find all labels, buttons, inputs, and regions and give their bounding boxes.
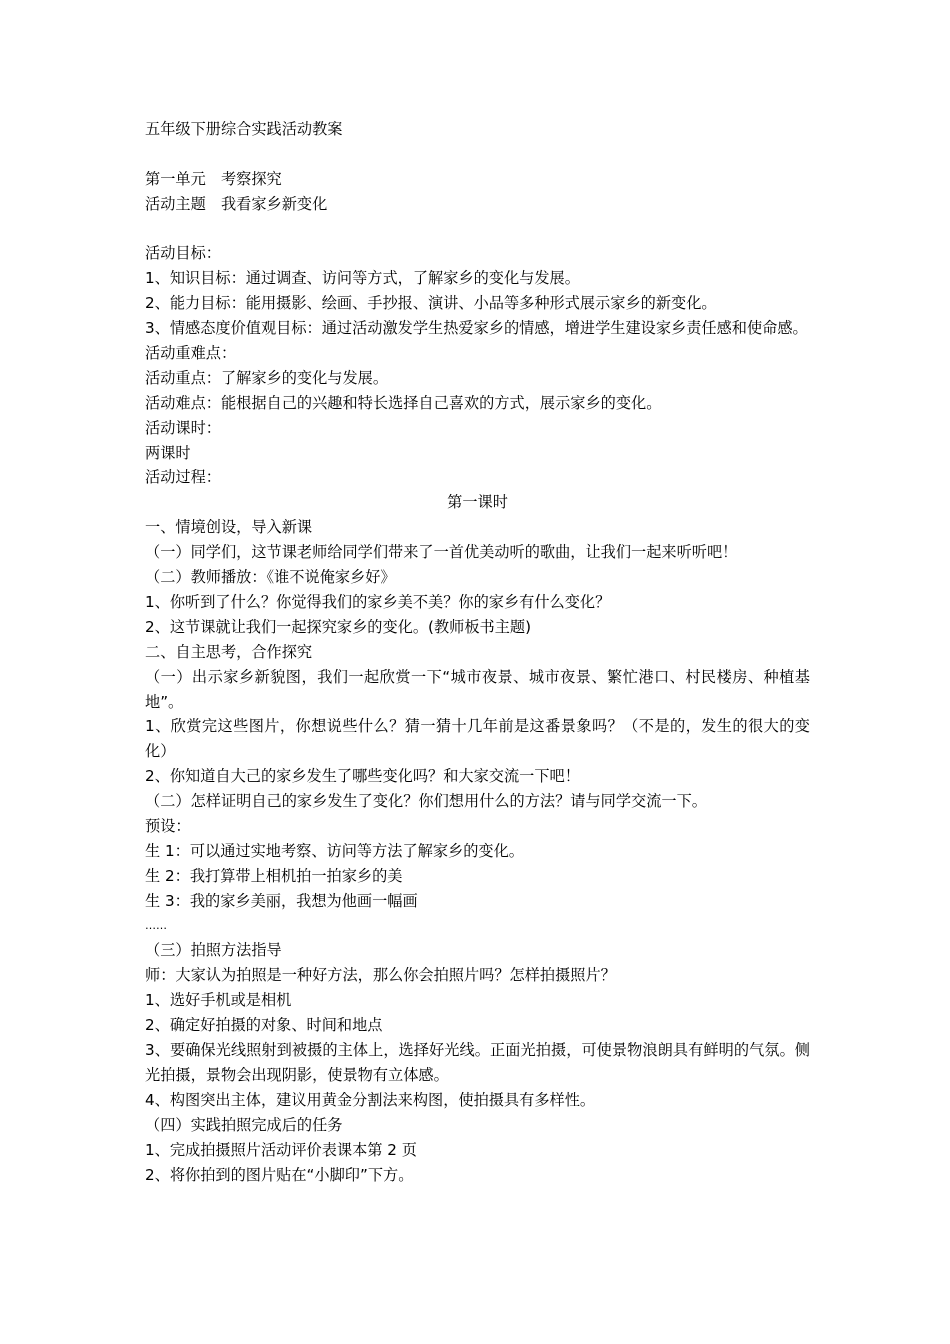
ellipsis: …… [145,918,167,932]
photo-tip: 1、选好手机或是相机 [145,991,292,1010]
goal-attitude: 3、情感态度价值观目标：通过活动激发学生热爱家乡的情感，增进学生建设家乡责任感和使命感。 [145,319,808,338]
task-item: 1、完成拍摄照片活动评价表课本第 2 页 [145,1140,417,1159]
lesson-title: 第一课时 [447,493,508,512]
photo-tip: 4、构图突出主体，建议用黄金分割法来构图，使拍摄具有多样性。 [145,1090,596,1109]
photo-tip: 2、确定好拍摄的对象、时间和地点 [145,1016,383,1035]
goals-heading: 活动目标： [145,244,221,263]
difficult-point: 活动难点：能根据自己的兴趣和特长选择自己喜欢的方式，展示家乡的变化。 [145,393,662,412]
process-heading: 活动过程： [145,468,221,487]
student-answer: 生 2：我打算带上相机拍一拍家乡的美 [145,866,403,885]
activity-theme: 活动主题 我看家乡新变化 [145,194,328,213]
spacer [145,217,810,242]
section-2-paragraph: （一）出示家乡新貌图，我们一起欣赏一下“城市夜景、城市夜景、繁忙港口、村民楼房、种植基地”。 [145,667,810,711]
hours-heading: 活动课时： [145,418,221,437]
photo-tip: 3、要确保光线照射到被摄的主体上，选择好光线。正面光拍摄，可使景物浪朗具有鲜明的气氛。侧光拍摄，景物会出现阴影，使景物有立体感。 [145,1041,810,1084]
student-answer: 生 1：可以通过实地考察、访问等方法了解家乡的变化。 [145,841,524,860]
section-1-paragraph: （二）教师播放：《谁不说俺家乡好》 [145,568,396,587]
section-2-paragraph: （二）怎样证明自己的家乡发生了变化？你们想用什么的方法？请与同学交流一下。 [145,792,707,811]
section-1-paragraph: 1、你听到了什么？你觉得我们的家乡美不美？你的家乡有什么变化？ [145,592,611,611]
goal-knowledge: 1、知识目标：通过调查、访问等方式，了解家乡的变化与发展。 [145,269,580,288]
task-item: 2、将你拍到的图片贴在“小脚印”下方。 [145,1165,414,1184]
section-1-paragraph: （一）同学们，这节课老师给同学们带来了一首优美动听的歌曲，让我们一起来听听吧！ [145,543,738,562]
hours-value: 两课时 [145,443,191,462]
section-2-paragraph: 2、你知道自大己的家乡发生了哪些变化吗？和大家交流一下吧！ [145,767,580,786]
section-1-paragraph: 2、这节课就让我们一起探究家乡的变化。(教师板书主题) [145,617,532,636]
section-3-heading: （三）拍照方法指导 [145,941,282,960]
unit-heading: 第一单元 考察探究 [145,169,282,188]
spacer [145,142,810,167]
key-heading: 活动重难点： [145,344,237,363]
teacher-question: 师：大家认为拍照是一种好方法，那么你会拍照片吗？怎样拍摄照片？ [145,966,616,985]
section-2-paragraph: 1、欣赏完这些图片，你想说些什么？猜一猜十几年前是这番景象吗？（不是的，发生的很大的变化） [145,717,810,761]
student-answer: 生 3：我的家乡美丽，我想为他画一幅画 [145,891,418,910]
section-1-heading: 一、情境创设，导入新课 [145,518,313,537]
section-2-heading: 二、自主思考，合作探究 [145,642,313,661]
key-point: 活动重点：了解家乡的变化与发展。 [145,368,388,387]
document-title: 五年级下册综合实践活动教案 [145,120,343,138]
goal-ability: 2、能力目标：能用摄影、绘画、手抄报、演讲、小品等多种形式展示家乡的新变化。 [145,294,717,313]
preset-label: 预设： [145,817,191,836]
section-4-heading: （四）实践拍照完成后的任务 [145,1115,343,1134]
document-page [145,117,810,1187]
